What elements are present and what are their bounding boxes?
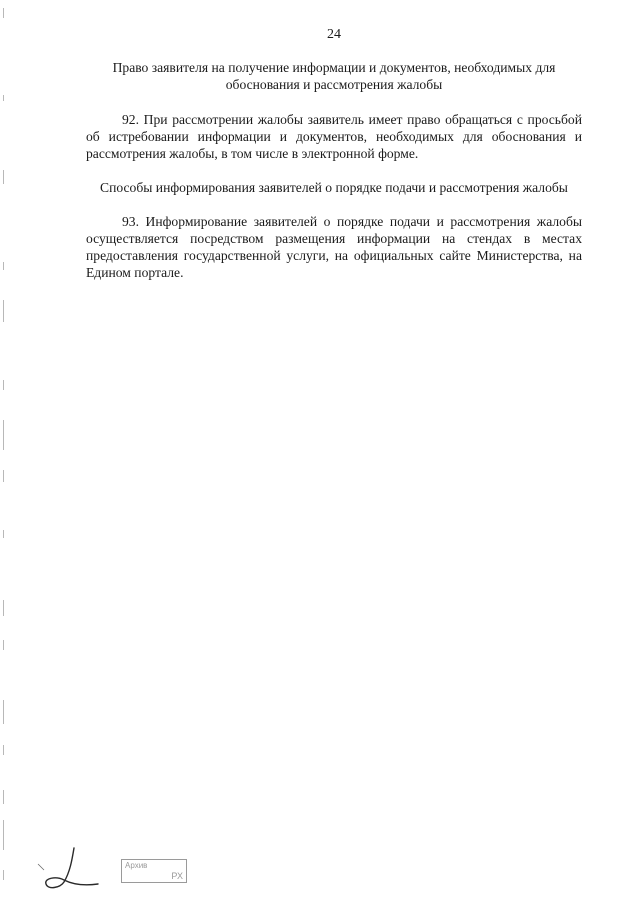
scan-edge-marks (3, 0, 7, 905)
document-body (86, 59, 582, 281)
paragraph-93: 93. Информирование заявителей о порядке подачи и рассмотрения жалобы осуществляется посредством размещения информации на стендах в местах предоставления государственной услуги, на официальных сайте Министерства, на Едином портале. (86, 214, 582, 280)
stamp-line-2: РХ (171, 871, 183, 881)
section-heading-complaint-info-rights: Право заявителя на получение информации и документов, необходимых для обоснования и рассмотрения жалобы (112, 60, 556, 92)
section-heading-informing-methods: Способы информирования заявителей о порядке подачи и рассмотрения жалобы (100, 180, 568, 195)
page-number: 24 (327, 27, 341, 42)
signature-mark (34, 846, 104, 896)
archive-stamp (121, 859, 187, 883)
paragraph-92: 92. При рассмотрении жалобы заявитель имеет право обращаться с просьбой об истребовании информации и документов, необходимых для обоснования и рассмотрения жалобы, в том числе в электронной форме. (86, 112, 582, 161)
stamp-line-1: Архив (125, 861, 148, 870)
